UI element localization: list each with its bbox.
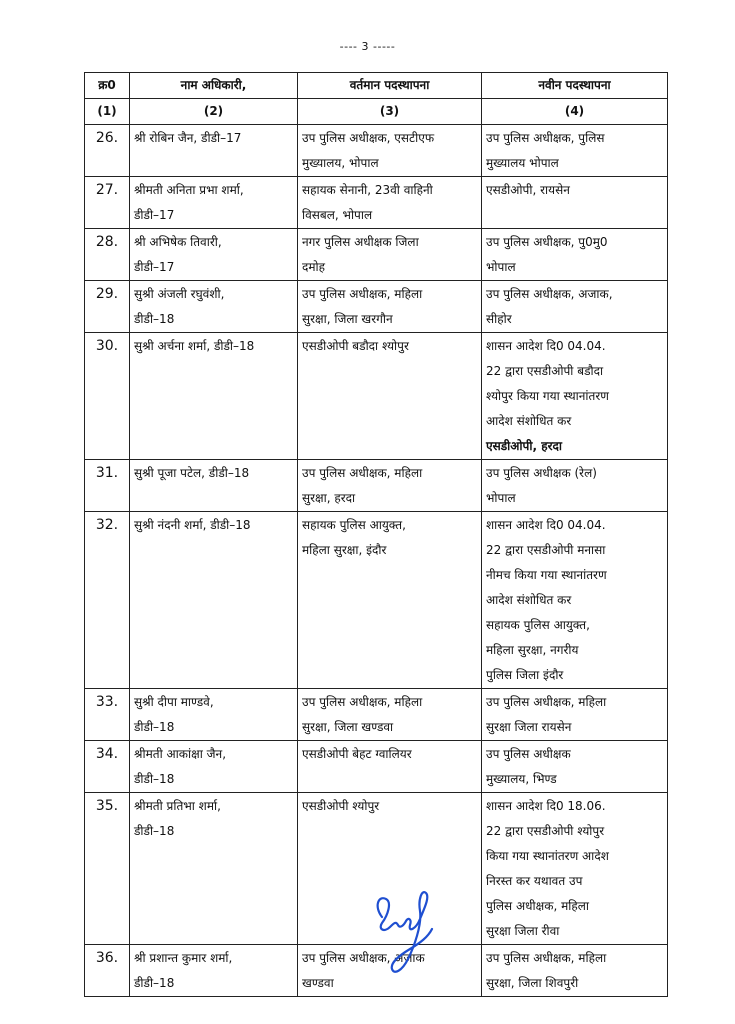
current-posting-cell <box>298 229 482 281</box>
text-line: 22 द्वारा एसडीओपी श्योपुर <box>486 824 605 838</box>
serial-number-cell: 29. <box>85 281 130 333</box>
text-line: डीडी–18 <box>134 976 175 990</box>
text-line: सहायक सेनानी, 23वी वाहिनी <box>302 183 433 197</box>
serial-number-cell: 31. <box>85 460 130 512</box>
text-line: आदेश संशोधित कर <box>486 414 572 428</box>
text-line: भोपाल <box>486 260 516 274</box>
current-posting-cell <box>298 689 482 741</box>
header-officer-name: नाम अधिकारी, <box>130 73 298 99</box>
column-number: (1) <box>85 99 130 125</box>
table-body <box>85 125 668 997</box>
text-line: सुश्री नंदनी शर्मा, डीडी–18 <box>134 518 251 532</box>
table-row <box>85 229 668 281</box>
text-line: श्योपुर किया गया स्थानांतरण <box>486 389 609 403</box>
text-line: आदेश संशोधित कर <box>486 593 572 607</box>
text-line: सहायक पुलिस आयुक्त, <box>486 618 590 632</box>
text-line: एसडीओपी बेहट ग्वालियर <box>302 747 412 761</box>
text-line: उप पुलिस अधीक्षक, एसटीएफ <box>302 131 435 145</box>
serial-number-cell: 30. <box>85 333 130 460</box>
signature <box>370 885 440 980</box>
text-line: श्रीमती प्रतिभा शर्मा, <box>134 799 221 813</box>
officer-name-cell <box>130 177 298 229</box>
text-line: उप पुलिस अधीक्षक, महिला <box>302 466 423 480</box>
transfer-table <box>84 72 668 997</box>
current-posting-cell <box>298 281 482 333</box>
officer-name-cell <box>130 689 298 741</box>
text-line: सुरक्षा, जिला शिवपुरी <box>486 976 579 990</box>
text-line: नीमच किया गया स्थानांतरण <box>486 568 607 582</box>
text-line: शासन आदेश दि0 04.04. <box>486 339 606 353</box>
serial-number-cell: 26. <box>85 125 130 177</box>
table-row <box>85 512 668 689</box>
text-line: डीडी–18 <box>134 824 175 838</box>
text-line: डीडी–18 <box>134 312 175 326</box>
header-serial: क्र0 <box>85 73 130 99</box>
text-line: सुश्री दीपा माण्डवे, <box>134 695 214 709</box>
current-posting-cell <box>298 741 482 793</box>
text-line: उप पुलिस अधीक्षक, अजाक, <box>486 287 613 301</box>
serial-number-cell: 27. <box>85 177 130 229</box>
column-number-row <box>85 99 668 125</box>
text-line: नगर पुलिस अधीक्षक जिला <box>302 235 419 249</box>
text-line: उप पुलिस अधीक्षक, महिला <box>302 695 423 709</box>
table-row <box>85 689 668 741</box>
text-line: महिला सुरक्षा, इंदौर <box>302 543 387 557</box>
text-line: डीडी–17 <box>134 260 175 274</box>
column-number: (4) <box>482 99 668 125</box>
officer-name-cell <box>130 793 298 945</box>
text-line: दमोह <box>302 260 326 274</box>
current-posting-cell <box>298 125 482 177</box>
officer-name-cell <box>130 741 298 793</box>
text-line: सुरक्षा, जिला खरगौन <box>302 312 393 326</box>
officer-name-cell <box>130 512 298 689</box>
new-posting-cell <box>482 229 668 281</box>
serial-number-cell: 34. <box>85 741 130 793</box>
text-line: सुरक्षा जिला रायसेन <box>486 720 572 734</box>
text-line: श्री प्रशान्त कुमार शर्मा, <box>134 951 233 965</box>
serial-number-cell: 35. <box>85 793 130 945</box>
text-line: 22 द्वारा एसडीओपी मनासा <box>486 543 606 557</box>
header-row <box>85 73 668 99</box>
officer-name-cell <box>130 333 298 460</box>
text-line: मुख्यालय, भोपाल <box>302 156 379 170</box>
officer-name-cell <box>130 229 298 281</box>
text-line: सुश्री अर्चना शर्मा, डीडी–18 <box>134 339 255 353</box>
officer-name-cell <box>130 281 298 333</box>
serial-number-cell: 28. <box>85 229 130 281</box>
table-row <box>85 741 668 793</box>
officer-name-cell <box>130 945 298 997</box>
text-line: मुख्यालय भोपाल <box>486 156 559 170</box>
officer-name-cell <box>130 460 298 512</box>
text-line: एसडीओपी, रायसेन <box>486 183 570 197</box>
new-posting-cell <box>482 333 668 460</box>
table-row <box>85 177 668 229</box>
current-posting-cell <box>298 460 482 512</box>
text-line: उप पुलिस अधीक्षक, अजाक <box>302 951 425 965</box>
text-line: 22 द्वारा एसडीओपी बडौदा <box>486 364 604 378</box>
text-line: शासन आदेश दि0 18.06. <box>486 799 606 813</box>
text-line: भोपाल <box>486 491 516 505</box>
table-row <box>85 281 668 333</box>
new-posting-cell <box>482 460 668 512</box>
text-line: निरस्त कर यथावत उप <box>486 874 583 888</box>
text-line: सुश्री पूजा पटेल, डीडी–18 <box>134 466 250 480</box>
text-line: सुरक्षा जिला रीवा <box>486 924 560 938</box>
text-line: उप पुलिस अधीक्षक, पुलिस <box>486 131 605 145</box>
text-line: सुरक्षा, हरदा <box>302 491 356 505</box>
column-number: (2) <box>130 99 298 125</box>
table-row <box>85 125 668 177</box>
text-line: डीडी–17 <box>134 208 175 222</box>
text-line: पुलिस जिला इंदौर <box>486 668 564 682</box>
new-posting-emphasis: एसडीओपी, हरदा <box>486 439 562 453</box>
new-posting-cell <box>482 741 668 793</box>
new-posting-cell <box>482 281 668 333</box>
text-line: सुरक्षा, जिला खण्डवा <box>302 720 394 734</box>
serial-number-cell: 32. <box>85 512 130 689</box>
text-line: विसबल, भोपाल <box>302 208 373 222</box>
text-line: श्री अभिषेक तिवारी, <box>134 235 222 249</box>
text-line: डीडी–18 <box>134 772 175 786</box>
text-line: एसडीओपी बडौदा श्योपुर <box>302 339 409 353</box>
header-new-posting: नवीन पदस्थापना <box>482 73 668 99</box>
text-line: शासन आदेश दि0 04.04. <box>486 518 606 532</box>
page-number: ---- 3 ----- <box>339 40 396 53</box>
text-line: श्री रोबिन जैन, डीडी–17 <box>134 131 242 145</box>
current-posting-cell <box>298 177 482 229</box>
text-line: उप पुलिस अधीक्षक <box>486 747 571 761</box>
new-posting-cell <box>482 125 668 177</box>
text-line: एसडीओपी श्योपुर <box>302 799 380 813</box>
text-line: डीडी–18 <box>134 720 175 734</box>
text-line: सीहोर <box>486 312 512 326</box>
text-line: श्रीमती आकांक्षा जैन, <box>134 747 227 761</box>
text-line: सुश्री अंजली रघुवंशी, <box>134 287 225 301</box>
current-posting-cell <box>298 512 482 689</box>
text-line: उप पुलिस अधीक्षक, महिला <box>486 951 607 965</box>
text-line: सहायक पुलिस आयुक्त, <box>302 518 406 532</box>
table-row <box>85 460 668 512</box>
header-current-posting: वर्तमान पदस्थापना <box>298 73 482 99</box>
serial-number-cell: 36. <box>85 945 130 997</box>
text-line: किया गया स्थानांतरण आदेश <box>486 849 609 863</box>
text-line: श्रीमती अनिता प्रभा शर्मा, <box>134 183 244 197</box>
text-line: पुलिस अधीक्षक, महिला <box>486 899 589 913</box>
officer-name-cell <box>130 125 298 177</box>
new-posting-cell <box>482 512 668 689</box>
new-posting-cell <box>482 177 668 229</box>
table-row <box>85 333 668 460</box>
column-number: (3) <box>298 99 482 125</box>
text-line: उप पुलिस अधीक्षक, महिला <box>486 695 607 709</box>
new-posting-cell <box>482 793 668 945</box>
text-line: उप पुलिस अधीक्षक (रेल) <box>486 466 597 480</box>
serial-number-cell: 33. <box>85 689 130 741</box>
text-line: मुख्यालय, भिण्ड <box>486 772 557 786</box>
text-line: महिला सुरक्षा, नगरीय <box>486 643 579 657</box>
text-line: उप पुलिस अधीक्षक, महिला <box>302 287 423 301</box>
new-posting-cell <box>482 945 668 997</box>
text-line: खण्डवा <box>302 976 334 990</box>
new-posting-cell <box>482 689 668 741</box>
current-posting-cell <box>298 333 482 460</box>
text-line: उप पुलिस अधीक्षक, पु0मु0 <box>486 235 608 249</box>
